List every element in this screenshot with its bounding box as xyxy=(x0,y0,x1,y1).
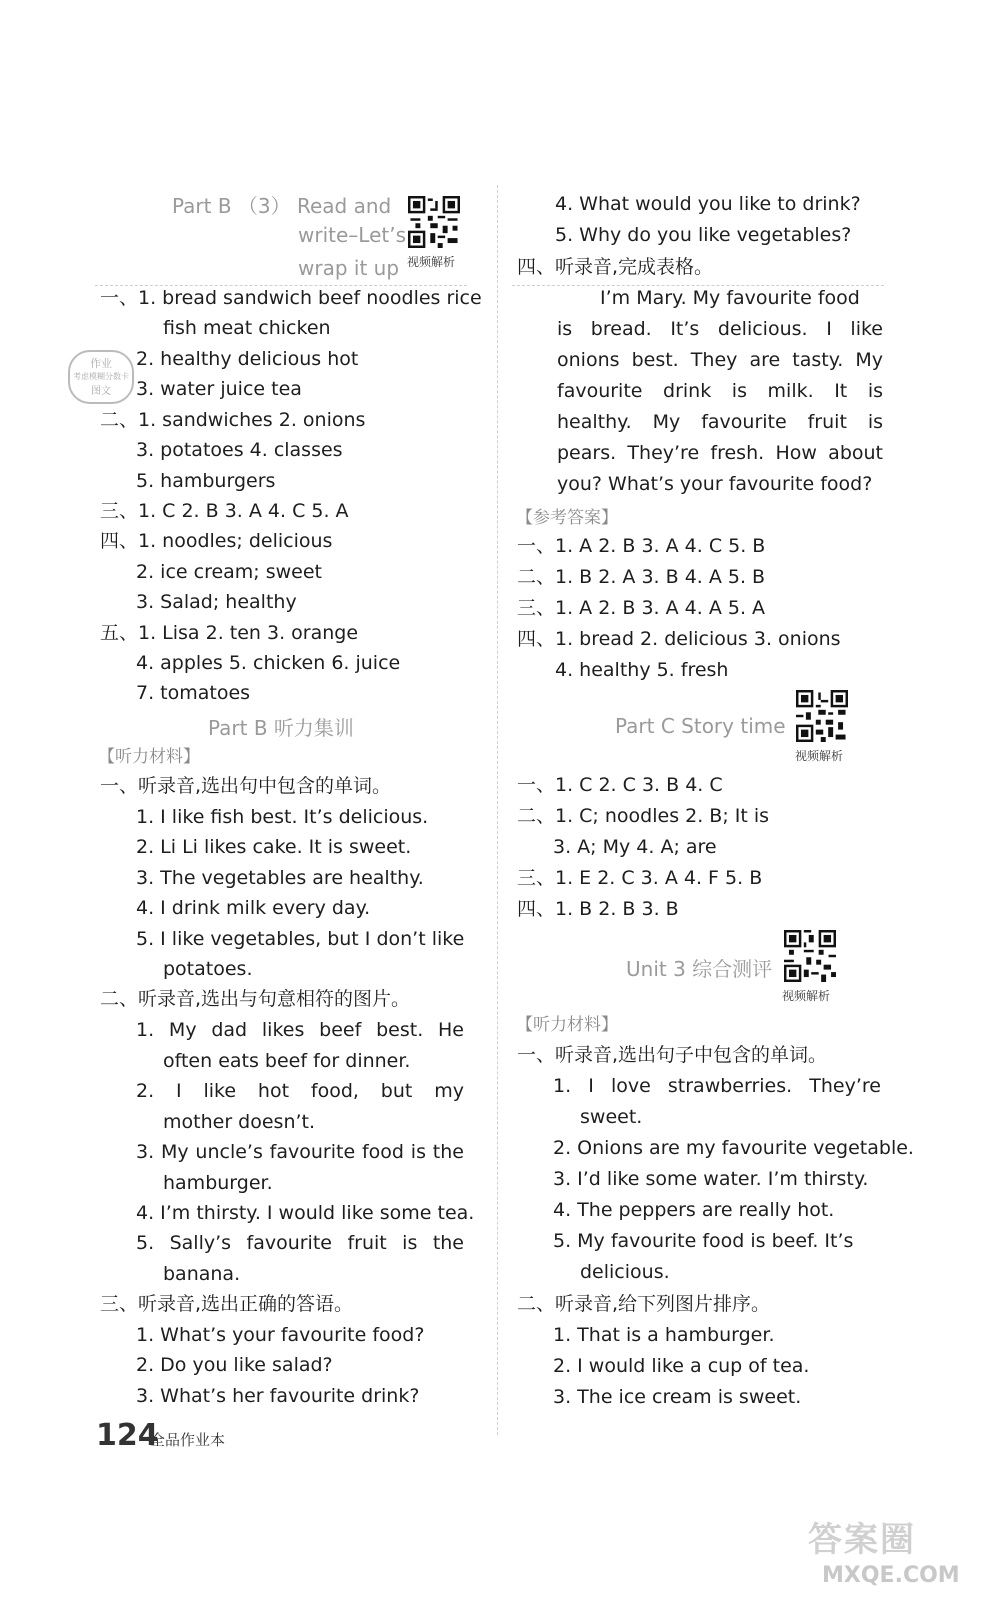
listening-line: 2. Onions are my favourite vegetable. xyxy=(553,1137,914,1159)
answer-line: 三、1. A 2. B 3. A 4. A 5. A xyxy=(517,597,766,619)
stamp-logo: 作业 考虑模糊分数卡 图文 xyxy=(68,350,134,404)
answer-line: 四、1. B 2. B 3. B xyxy=(517,898,679,920)
listening-line: 三、听录音,选出正确的答语。 xyxy=(100,1293,354,1315)
listening-line: often eats beef for dinner. xyxy=(163,1050,411,1072)
watermark-url: MXQE.COM xyxy=(822,1563,960,1588)
passage-line: you? What’s your favourite food? xyxy=(557,473,873,495)
listening-line: 5. I like vegetables, but I don’t like xyxy=(136,928,465,950)
listening-line: 4. What would you like to drink? xyxy=(555,193,861,215)
listening-line: 4. The peppers are really hot. xyxy=(553,1199,835,1221)
listening-line: 二、听录音,给下列图片排序。 xyxy=(517,1293,771,1315)
listening-line: 2. Li Li likes cake. It is sweet. xyxy=(136,836,412,858)
section-title-line1: Part B （3） Read and xyxy=(172,194,392,218)
listening-line: 一、听录音,选出句中包含的单词。 xyxy=(100,775,392,797)
listening-line: 3. My uncle’s favourite food is the xyxy=(136,1141,464,1163)
answer-line: 3. Salad; healthy xyxy=(136,591,297,613)
listening-line: 1. I like fish best. It’s delicious. xyxy=(136,806,429,828)
answer-line: 7. tomatoes xyxy=(136,682,251,704)
answer-line: 2. healthy delicious hot xyxy=(136,348,359,370)
listening-line: 1. My dad likes beef best. He xyxy=(136,1019,464,1041)
listening-line: 3. What’s her favourite drink? xyxy=(136,1385,420,1407)
listening-line: 2. I like hot food, but my xyxy=(136,1080,464,1102)
answer-line: 二、1. sandwiches 2. onions xyxy=(100,409,366,431)
section-tag: 【参考答案】 xyxy=(516,508,618,528)
answer-line: 3. potatoes 4. classes xyxy=(136,439,343,461)
answer-line: 4. healthy 5. fresh xyxy=(555,659,729,681)
answer-line: 3. water juice tea xyxy=(136,378,302,400)
answer-line: 二、1. C; noodles 2. B; It is xyxy=(517,805,770,827)
section-title: Part B 听力集训 xyxy=(208,716,354,740)
answer-line: 四、1. bread 2. delicious 3. onions xyxy=(517,628,841,650)
answer-line: 4. apples 5. chicken 6. juice xyxy=(136,652,401,674)
listening-line: 2. Do you like salad? xyxy=(136,1354,333,1376)
section-tag: 【听力材料】 xyxy=(516,1015,618,1035)
section-title-line2: write–Let’s xyxy=(298,223,406,247)
listening-line: 3. The vegetables are healthy. xyxy=(136,867,424,889)
listening-line: banana. xyxy=(163,1263,241,1285)
section-title: Part C Story time xyxy=(615,714,786,738)
qr-code-label: 视频解析 xyxy=(782,989,831,1003)
answer-line: 2. ice cream; sweet xyxy=(136,561,323,583)
listening-line: 5. Sally’s favourite fruit is the xyxy=(136,1232,464,1254)
listening-line: sweet. xyxy=(580,1106,643,1128)
listening-line: 1. I love strawberries. They’re xyxy=(553,1075,881,1097)
answer-line: fish meat chicken xyxy=(163,317,331,339)
answer-line: 一、1. C 2. C 3. B 4. C xyxy=(517,774,723,796)
answer-line: 3. A; My 4. A; are xyxy=(553,836,717,858)
passage-line: I’m Mary. My favourite food xyxy=(600,287,860,309)
answer-line: 三、1. E 2. C 3. A 4. F 5. B xyxy=(517,867,763,889)
passage-line: favourite drink is milk. It is xyxy=(557,380,883,402)
listening-line: 2. I would like a cup of tea. xyxy=(553,1355,810,1377)
answer-line: 四、1. noodles; delicious xyxy=(100,530,333,552)
answer-line: 五、1. Lisa 2. ten 3. orange xyxy=(100,622,359,644)
listening-line: 3. I’d like some water. I’m thirsty. xyxy=(553,1168,869,1190)
answer-line: 一、1. A 2. B 3. A 4. C 5. B xyxy=(517,535,766,557)
listening-line: 3. The ice cream is sweet. xyxy=(553,1386,802,1408)
listening-line: mother doesn’t. xyxy=(163,1111,316,1133)
passage-line: pears. They’re fresh. How about xyxy=(557,442,883,464)
answer-line: 一、1. bread sandwich beef noodles rice xyxy=(100,287,482,309)
listening-line: hamburger. xyxy=(163,1172,273,1194)
passage-line: onions best. They are tasty. My xyxy=(557,349,883,371)
column-divider xyxy=(497,185,498,1435)
qr-code-label: 视频解析 xyxy=(795,749,844,763)
answer-line: 二、1. B 2. A 3. B 4. A 5. B xyxy=(517,566,766,588)
listening-line: 一、听录音,选出句子中包含的单词。 xyxy=(517,1044,828,1066)
watermark-logo: 答案圈 xyxy=(808,1520,916,1560)
answer-line: 5. hamburgers xyxy=(136,470,276,492)
qr-code-icon[interactable] xyxy=(796,690,848,742)
listening-line: delicious. xyxy=(580,1261,670,1283)
qr-code-icon[interactable] xyxy=(784,930,836,982)
section-title: Unit 3 综合测评 xyxy=(626,957,773,981)
qr-code-label: 视频解析 xyxy=(407,255,456,269)
listening-line: 1. That is a hamburger. xyxy=(553,1324,775,1346)
listening-line: 5. Why do you like vegetables? xyxy=(555,224,852,246)
listening-line: 4. I drink milk every day. xyxy=(136,897,371,919)
qr-code-icon[interactable] xyxy=(408,196,460,248)
section-tag: 【听力材料】 xyxy=(98,747,200,767)
listening-line: 5. My favourite food is beef. It’s xyxy=(553,1230,854,1252)
page-number: 124 xyxy=(96,1418,159,1453)
passage-line: healthy. My favourite fruit is xyxy=(557,411,883,433)
book-title: 全品作业本 xyxy=(150,1431,226,1449)
listening-line: 1. What’s your favourite food? xyxy=(136,1324,425,1346)
listening-line: 二、听录音,选出与句意相符的图片。 xyxy=(100,988,411,1010)
listening-line: potatoes. xyxy=(163,958,253,980)
listening-line: 四、听录音,完成表格。 xyxy=(517,256,714,278)
section-title-line3: wrap it up xyxy=(298,256,400,280)
answer-line: 三、1. C 2. B 3. A 4. C 5. A xyxy=(100,500,349,522)
passage-line: is bread. It’s delicious. I like xyxy=(557,318,883,340)
listening-line: 4. I’m thirsty. I would like some tea. xyxy=(136,1202,475,1224)
